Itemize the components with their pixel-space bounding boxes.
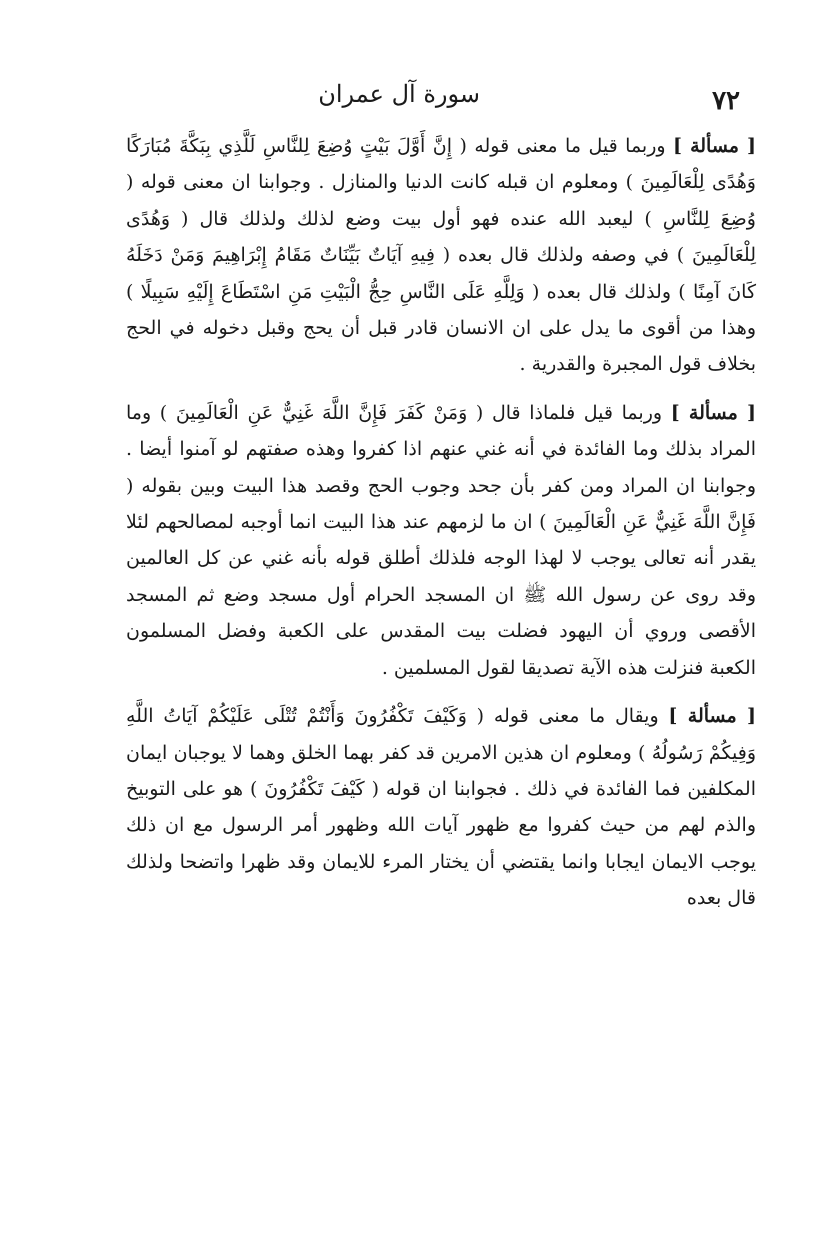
- page-header: [130, 78, 740, 118]
- paragraph-text: وربما قيل فلماذا قال ( وَمَنْ كَفَرَ فَإِنَّ اللَّهَ غَنِيٌّ عَنِ الْعَالَمِينَ ) وما المراد بذلك وما الفائدة في أنه غني عنهم اذا كفروا وهذه صفتهم لو آمنوا أيضا . وجوابنا ان المراد ومن كفر بأن جحد وجوب الحج وقصد هذا البيت وبين بقوله ( فَإِنَّ اللَّهَ غَنِيٌّ عَنِ الْعَالَمِينَ ) ان ما لزمهم عند هذا البيت انما أوجبه لمصالحهم لئلا يقدر أنه تعالى يوجب لا لهذا الوجه فلذلك أطلق قوله بأنه غني عن كل العالمين وقد روى عن رسول الله ﷺ ان المسجد الحرام أول مسجد وضع ثم المسجد الأقصى وروي أن اليهود فضلت بيت المقدس على الكعبة وفضل المسلمون الكعبة فنزلت هذه الآية تصديقا لقول المسلمين .: [126, 401, 756, 679]
- paragraph-2: [126, 395, 756, 686]
- paragraph-text: ويقال ما معنى قوله ( وَكَيْفَ تَكْفُرُونَ وَأَنْتُمْ تُتْلَى عَلَيْكُمْ آيَاتُ اللَّهِ وَفِيكُمْ رَسُولُهُ ) ومعلوم ان هذين الامرين قد كفر بهما الخلق وهما لا يوجبان ايمان المكلفين فما الفائدة في ذلك . فجوابنا ان قوله ( كَيْفَ تَكْفُرُونَ ) هو على التوبيخ والذم لهم من حيث كفروا مع ظهور آيات الله وظهور أمر الرسول مع ان ذلك يوجب الايمان ايجابا وانما يقتضي أن يختار المرء للايمان وقد ظهرا واتضحا ولذلك قال بعده: [126, 705, 756, 910]
- paragraph-label: [ مسألة ]: [668, 705, 757, 728]
- page-number: ٧٢: [712, 86, 740, 116]
- paragraph-text: وربما قيل ما معنى قوله ( إِنَّ أَوَّلَ بَيْتٍ وُضِعَ لِلنَّاسِ لَلَّذِي بِبَكَّةَ مُبَارَكًا وَهُدًى لِلْعَالَمِينَ ) ومعلوم ان قبله كانت الدنيا والمنازل . وجوابنا ان معنى قوله ( وُضِعَ لِلنَّاسِ ) ليعبد الله عنده فهو أول بيت وضع لذلك ولذلك قال ( وَهُدًى لِلْعَالَمِينَ ) في وصفه ولذلك قال بعده ( فِيهِ آيَاتٌ بَيِّنَاتٌ مَقَامُ إِبْرَاهِيمَ وَمَنْ دَخَلَهُ كَانَ آمِنًا ) ولذلك قال بعده ( وَلِلَّهِ عَلَى النَّاسِ حِجُّ الْبَيْتِ مَنِ اسْتَطَاعَ إِلَيْهِ سَبِيلًا ) وهذا من أقوى ما يدل على ان الانسان قادر قبل أن يحج وقبل دخوله في الحج بخلاف قول المجبرة والقدرية .: [126, 135, 756, 376]
- paragraph-1: [126, 128, 756, 383]
- paragraph-3: [126, 698, 756, 916]
- paragraph-label: [ مسألة ]: [670, 401, 756, 424]
- surah-title: سورة آل عمران: [318, 80, 480, 108]
- paragraph-label: [ مسألة ]: [673, 135, 757, 157]
- body-text: [126, 128, 756, 928]
